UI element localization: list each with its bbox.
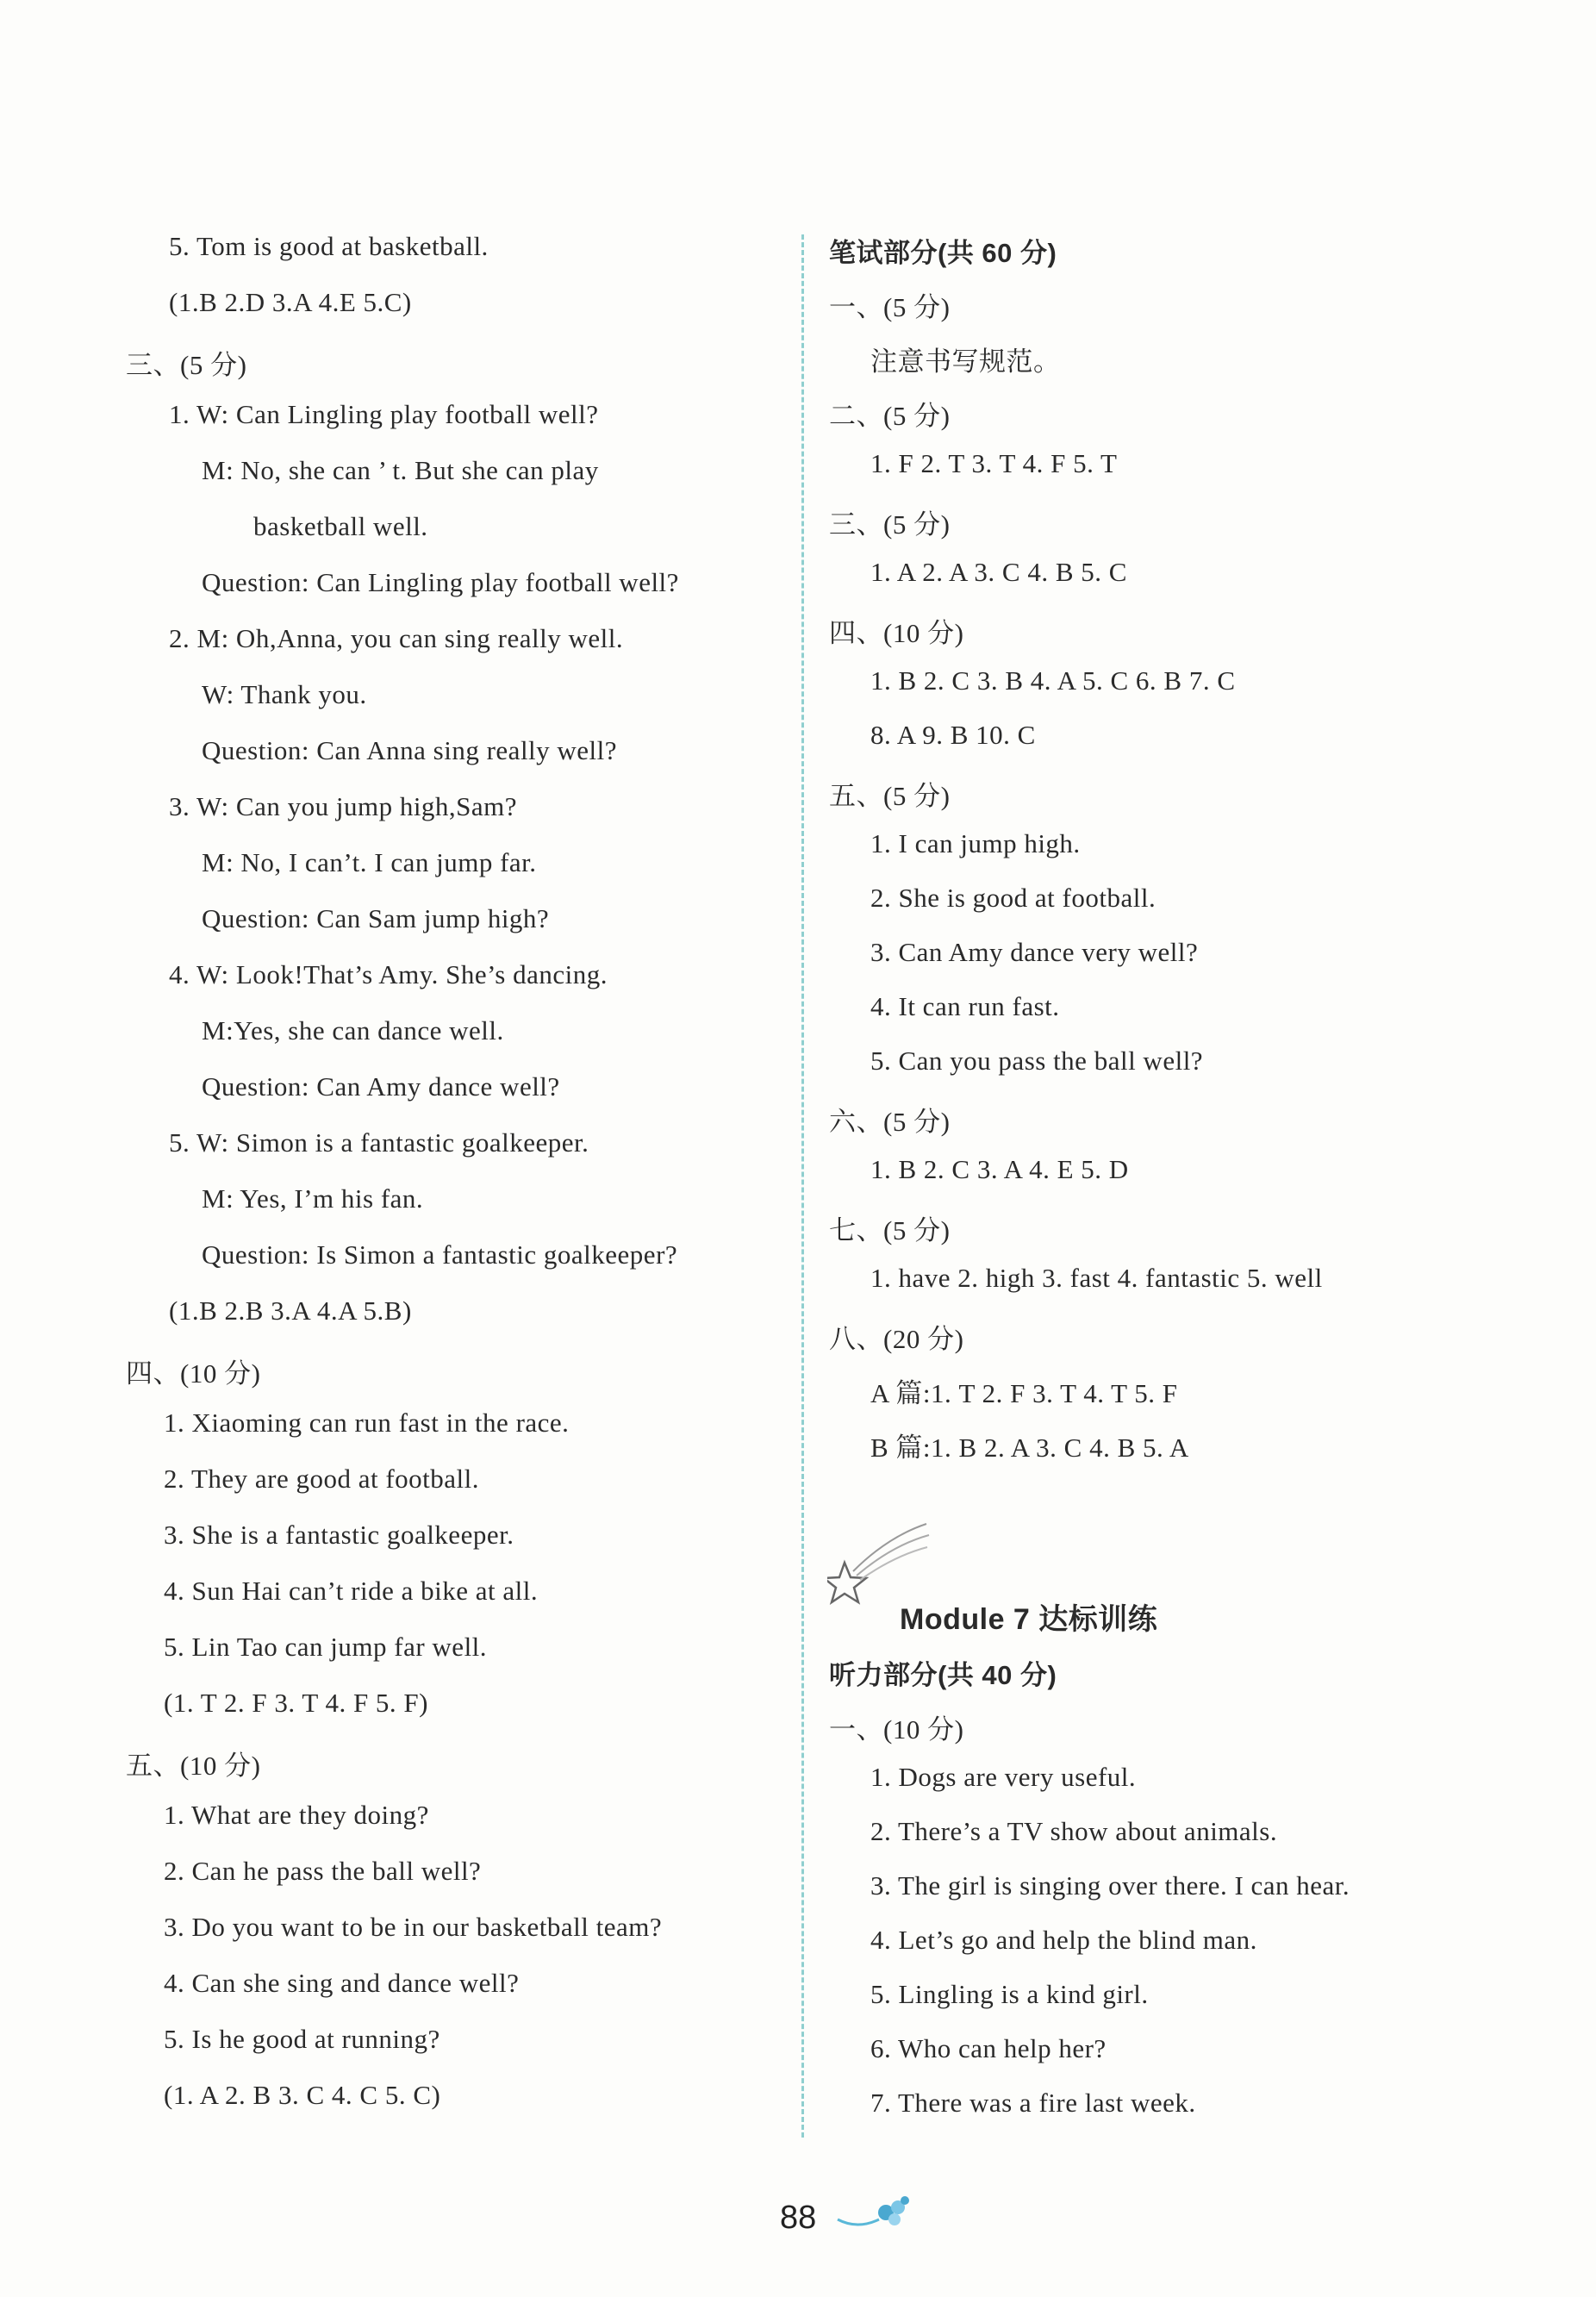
- right-line: A 篇:1. T 2. F 3. T 4. T 5. F: [870, 1378, 1178, 1408]
- left-line: 3. W: Can you jump high,Sam?: [169, 791, 518, 821]
- right-line: 五、(5 分): [829, 781, 951, 811]
- column-divider: [801, 234, 804, 2138]
- right-line: 1. have 2. high 3. fast 4. fantastic 5. well: [870, 1263, 1323, 1293]
- left-line: 1. W: Can Lingling play football well?: [169, 399, 599, 429]
- left-line: Question: Can Amy dance well?: [202, 1071, 560, 1102]
- left-line: M: No, I can’t. I can jump far.: [202, 847, 537, 877]
- right-line: 1. B 2. C 3. A 4. E 5. D: [870, 1154, 1129, 1184]
- right-line: 四、(10 分): [829, 618, 964, 648]
- right-line: 5. Lingling is a kind girl.: [870, 1979, 1149, 2009]
- right-line: 7. There was a fire last week.: [870, 2088, 1196, 2118]
- right-line: 4. Let’s go and help the blind man.: [870, 1925, 1257, 1955]
- right-line: 2. There’s a TV show about animals.: [870, 1816, 1278, 1846]
- left-line: 5. Is he good at running?: [164, 2024, 440, 2054]
- right-line: B 篇:1. B 2. A 3. C 4. B 5. A: [870, 1433, 1189, 1463]
- left-line: 三、(5 分): [126, 350, 247, 380]
- right-line: 3. The girl is singing over there. I can hear.: [870, 1870, 1350, 1901]
- left-line: Question: Is Simon a fantastic goalkeeper?: [202, 1239, 678, 1270]
- left-line: 5. Tom is good at basketball.: [169, 231, 489, 261]
- right-line: 三、(5 分): [829, 509, 951, 540]
- left-line: (1. A 2. B 3. C 4. C 5. C): [164, 2080, 441, 2110]
- right-line: 4. It can run fast.: [870, 991, 1060, 1021]
- left-line: Question: Can Anna sing really well?: [202, 735, 618, 765]
- left-line: 3. She is a fantastic goalkeeper.: [164, 1520, 514, 1550]
- right-line: 听力部分(共 40 分): [829, 1660, 1057, 1690]
- left-line: M:Yes, she can dance well.: [202, 1015, 504, 1046]
- left-line: M: No, she can ’ t. But she can play: [202, 455, 599, 485]
- right-line: 2. She is good at football.: [870, 883, 1156, 913]
- left-line: (1.B 2.D 3.A 4.E 5.C): [169, 287, 412, 317]
- right-line: 1. F 2. T 3. T 4. F 5. T: [870, 448, 1118, 478]
- right-line: 8. A 9. B 10. C: [870, 720, 1036, 750]
- left-line: M: Yes, I’m his fan.: [202, 1183, 424, 1214]
- flower-decoration-icon: [836, 2194, 913, 2237]
- right-line: 七、(5 分): [829, 1215, 951, 1245]
- right-line: 1. B 2. C 3. B 4. A 5. C 6. B 7. C: [870, 665, 1236, 696]
- left-line: basketball well.: [253, 511, 428, 541]
- right-line: 一、(10 分): [829, 1714, 964, 1745]
- left-line: 5. Lin Tao can jump far well.: [164, 1632, 488, 1662]
- left-line: (1. T 2. F 3. T 4. F 5. F): [164, 1688, 429, 1718]
- left-line: 五、(10 分): [126, 1751, 261, 1781]
- right-line: 注意书写规范。: [870, 346, 1061, 377]
- left-line: 2. Can he pass the ball well?: [164, 1856, 482, 1886]
- right-line: 1. A 2. A 3. C 4. B 5. C: [870, 557, 1127, 587]
- left-line: W: Thank you.: [202, 679, 367, 709]
- left-line: 1. What are they doing?: [164, 1800, 429, 1830]
- right-line: 5. Can you pass the ball well?: [870, 1046, 1204, 1076]
- left-line: Question: Can Sam jump high?: [202, 903, 550, 933]
- left-line: 四、(10 分): [126, 1358, 261, 1389]
- right-line: 1. Dogs are very useful.: [870, 1762, 1137, 1792]
- page-number: 88: [780, 2200, 817, 2236]
- left-line: Question: Can Lingling play football well?: [202, 567, 679, 597]
- left-line: 1. Xiaoming can run fast in the race.: [164, 1408, 570, 1438]
- right-line: 六、(5 分): [829, 1107, 951, 1137]
- shooting-star-icon: [827, 1511, 931, 1606]
- left-line: 4. Sun Hai can’t ride a bike at all.: [164, 1576, 539, 1606]
- left-line: 2. They are good at football.: [164, 1464, 480, 1494]
- right-line: 1. I can jump high.: [870, 828, 1081, 858]
- left-line: 5. W: Simon is a fantastic goalkeeper.: [169, 1127, 589, 1158]
- left-line: 3. Do you want to be in our basketball team?: [164, 1912, 663, 1942]
- right-line: 八、(20 分): [829, 1324, 964, 1354]
- right-line: 笔试部分(共 60 分): [829, 238, 1057, 268]
- right-line: 一、(5 分): [829, 292, 951, 322]
- left-line: (1.B 2.B 3.A 4.A 5.B): [169, 1295, 412, 1326]
- right-line: 二、(5 分): [829, 401, 951, 431]
- left-line: 2. M: Oh,Anna, you can sing really well.: [169, 623, 624, 653]
- module-title: Module 7 达标训练: [900, 1603, 1158, 1636]
- left-line: 4. W: Look!That’s Amy. She’s dancing.: [169, 959, 608, 989]
- left-line: 4. Can she sing and dance well?: [164, 1968, 520, 1998]
- right-line: 6. Who can help her?: [870, 2033, 1107, 2063]
- right-line: 3. Can Amy dance very well?: [870, 937, 1199, 967]
